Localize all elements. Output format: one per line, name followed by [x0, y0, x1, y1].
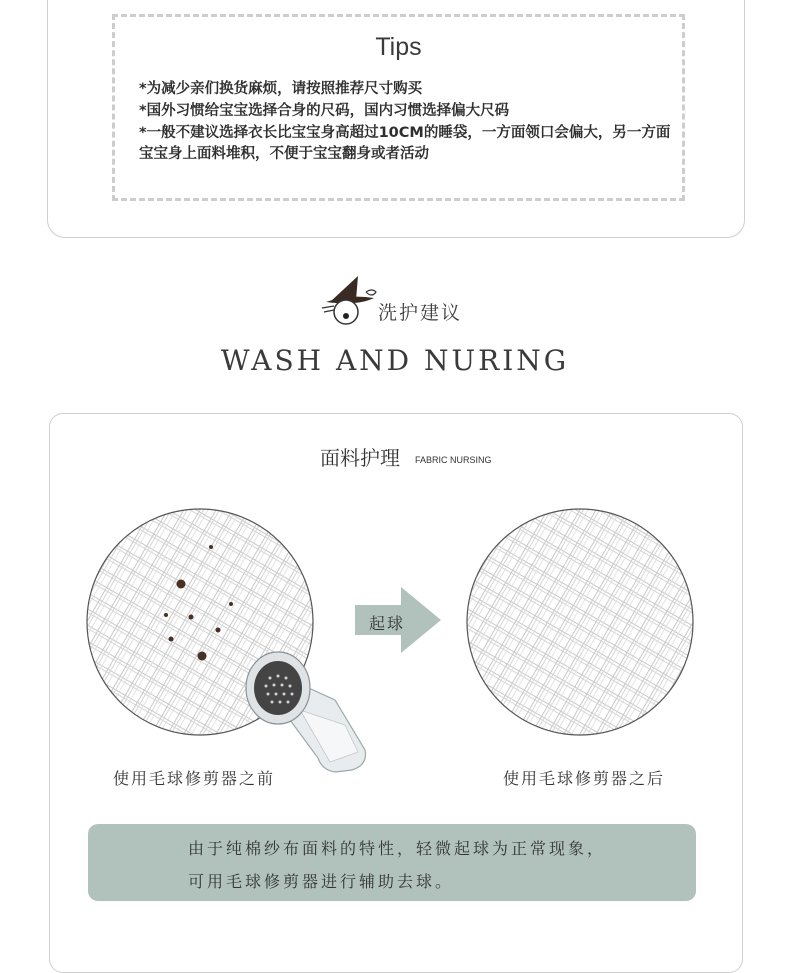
pill-dot	[169, 637, 174, 642]
pill-dot	[216, 628, 221, 633]
fabric-after-circle	[465, 507, 695, 737]
note-box	[88, 824, 696, 901]
fabric-title: 面料护理	[320, 446, 400, 470]
pill-dot	[177, 580, 186, 589]
note-line-1: 由于纯棉纱布面料的特性，轻微起球为正常现象，	[188, 839, 607, 858]
tips-item: *为减少亲们换货麻烦，请按照推荐尺寸购买	[139, 81, 423, 97]
witch-hat-mascot-icon	[318, 272, 378, 328]
pill-dot	[229, 602, 233, 606]
pill-dot	[164, 613, 168, 617]
wash-title-cn: 洗护建议	[378, 302, 463, 324]
tips-list	[139, 79, 674, 166]
tips-box	[112, 14, 685, 201]
tips-item: *国外习惯给宝宝选择合身的尺码，国内习惯选择偏大尺码	[139, 103, 510, 119]
tips-item: *一般不建议选择衣长比宝宝身高超过10CM的睡袋，一方面领口会偏大，另一方面宝宝身上面料堆积，不便于宝宝翻身或者活动	[139, 125, 671, 162]
pill-dot	[189, 615, 194, 620]
note-line-2: 可用毛球修剪器进行辅助去球。	[188, 872, 455, 891]
pill-dot	[198, 652, 207, 661]
fabric-subtitle: FABRIC NURSING	[415, 455, 492, 465]
arrow-label: 起球	[369, 614, 406, 633]
pill-dot	[209, 545, 213, 549]
caption-after: 使用毛球修剪器之后	[503, 769, 666, 788]
caption-before: 使用毛球修剪器之前	[113, 769, 276, 788]
lint-shaver-icon	[240, 640, 375, 775]
wash-title-en: WASH AND NURING	[220, 344, 570, 377]
tips-title: Tips	[375, 33, 422, 61]
